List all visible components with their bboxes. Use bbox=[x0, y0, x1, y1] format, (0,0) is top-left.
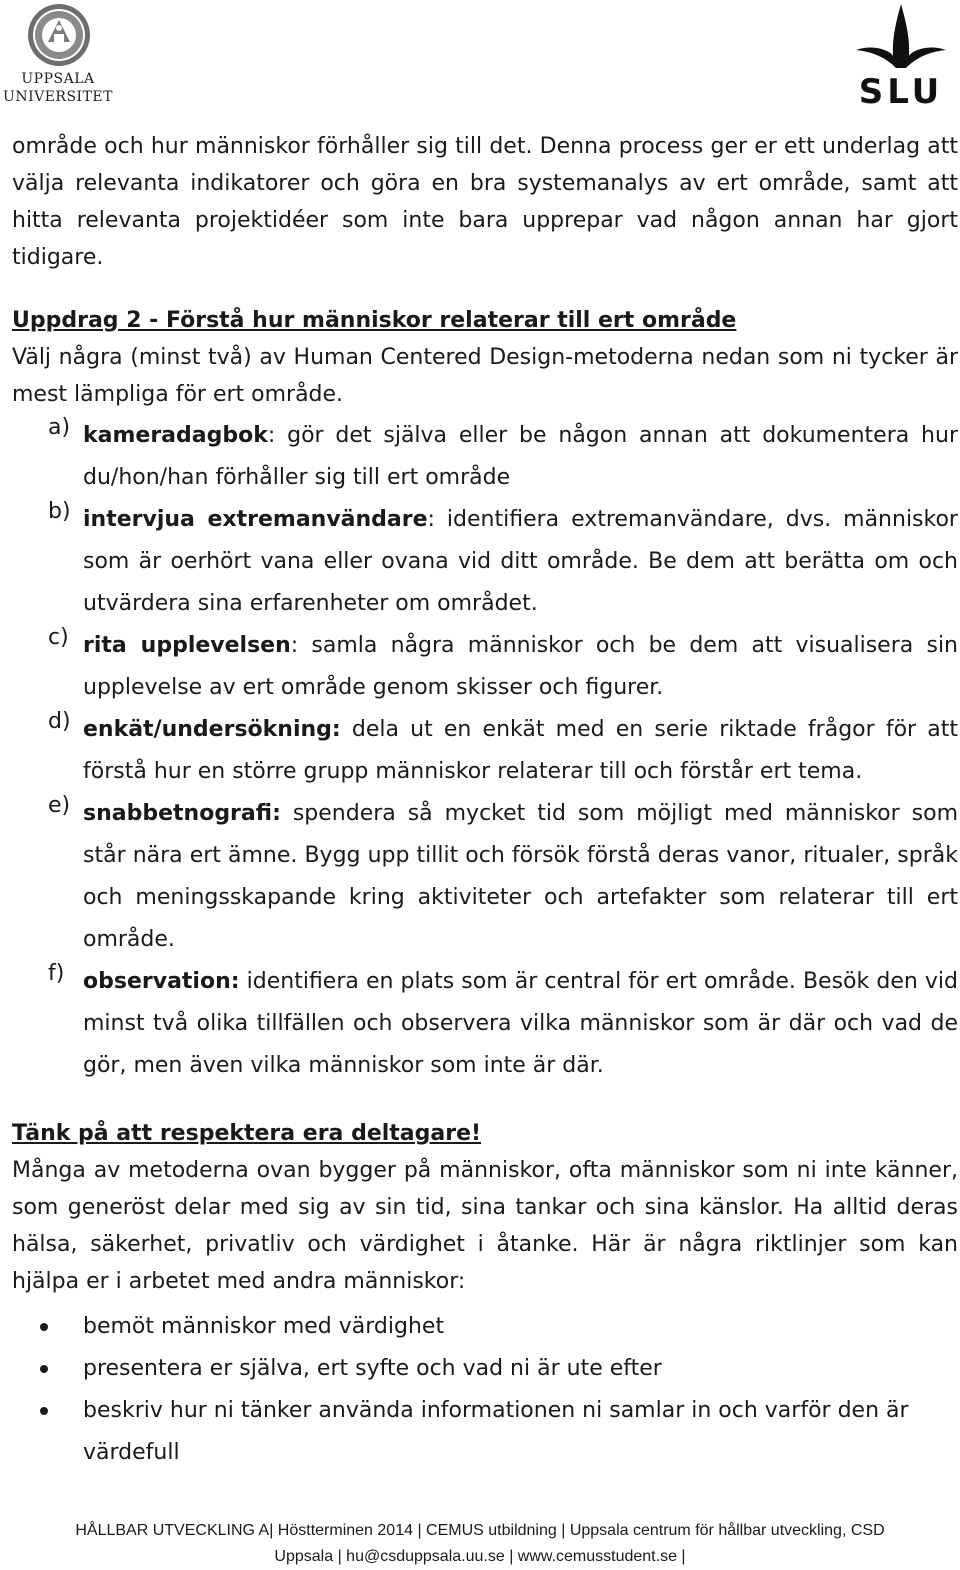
list-item bbox=[12, 709, 958, 793]
page-footer bbox=[0, 1518, 960, 1570]
intro-paragraph: område och hur människor förhåller sig till det. Denna process ger er ett underlag att välja relevanta indikatorer och göra en bra systemanalys av ert område, samt att hitta relevanta projektidéer som inte bara upprepar vad någon annan har gjort tidigare. bbox=[12, 134, 958, 270]
bullet-icon bbox=[40, 1365, 48, 1373]
method-description: : identifiera extremanvändare, dvs. människor som är oerhört vana eller ovana vid ditt område. Be dem att berätta om och utvärdera sina erfarenheter om området. bbox=[83, 507, 958, 616]
method-term: snabbetnografi: bbox=[83, 801, 281, 826]
item-letter: f) bbox=[48, 961, 65, 986]
slu-logo bbox=[852, 2, 950, 108]
item-letter: a) bbox=[48, 415, 71, 440]
method-term: enkät/undersökning: bbox=[83, 717, 341, 742]
university-seal-icon bbox=[26, 2, 92, 68]
page-header bbox=[0, 0, 960, 120]
item-letter: b) bbox=[48, 499, 71, 524]
method-description: spendera så mycket tid som möjligt med människor som står nära ert ämne. Bygg upp tillit och försök förstå deras vanor, ritualer, språk och meningsskapande kring aktiviteter och artefakter som relaterar till ert område. bbox=[83, 801, 958, 952]
respect-heading: Tänk på att respektera era deltagare! bbox=[12, 1121, 482, 1146]
respect-paragraph: Många av metoderna ovan bygger på människor, ofta människor som ni inte känner, som generöst delar med sig av sin tid, sina tankar och sina känslor. Ha alltid deras hälsa, säkerhet, privatliv och värdighet i åtanke. Här är några riktlinjer som kan hjälpa er i arbetet med andra människor: bbox=[12, 1158, 958, 1294]
guideline-list bbox=[12, 1306, 958, 1474]
list-item bbox=[12, 625, 958, 709]
method-term: observation: bbox=[83, 969, 240, 994]
method-description: dela ut en enkät med en serie riktade frågor för att förstå hur en större grupp människor relaterar till och förstår ert tema. bbox=[83, 717, 958, 784]
logo-text-line1: UPPSALA bbox=[21, 71, 95, 87]
method-term: intervjua extremanvändare bbox=[83, 507, 428, 532]
footer-line1: HÅLLBAR UTVECKLING A| Höstterminen 2014 | CEMUS utbildning | Uppsala centrum för hållbar utveckling, CSD bbox=[75, 1522, 885, 1539]
uppsala-universitet-logo bbox=[2, 2, 114, 108]
item-letter: d) bbox=[48, 709, 71, 734]
method-description: : samla några människor och be dem att visualisera sin upplevelse av ert område genom skisser och figurer. bbox=[83, 633, 959, 700]
list-item bbox=[12, 1390, 958, 1474]
method-description: identifiera en plats som är central för ert område. Besök den vid minst två olika tillfällen och observera vilka människor som är där och vad de gör, men även vilka människor som inte är där. bbox=[83, 969, 958, 1078]
document-body bbox=[12, 128, 958, 1474]
guideline-text: beskriv hur ni tänker använda informationen ni samlar in och varför den är värdefull bbox=[83, 1398, 909, 1465]
bullet-icon bbox=[40, 1323, 48, 1331]
assignment-heading: Uppdrag 2 - Förstå hur människor relaterar till ert område bbox=[12, 308, 737, 333]
bullet-icon bbox=[40, 1407, 48, 1415]
footer-line2: Uppsala | hu@csduppsala.uu.se | www.cemusstudent.se | bbox=[274, 1548, 686, 1565]
leaf-icon bbox=[856, 4, 946, 68]
list-item bbox=[12, 961, 958, 1087]
item-letter: c) bbox=[48, 625, 69, 650]
method-description: : gör det själva eller be någon annan att dokumentera hur du/hon/han förhåller sig till ert område bbox=[83, 423, 958, 490]
guideline-text: presentera er själva, ert syfte och vad ni är ute efter bbox=[83, 1356, 662, 1381]
list-item bbox=[12, 415, 958, 499]
list-item bbox=[12, 1306, 958, 1348]
method-term: kameradagbok bbox=[83, 423, 268, 448]
list-item bbox=[12, 499, 958, 625]
method-term: rita upplevelsen bbox=[83, 633, 291, 658]
guideline-text: bemöt människor med värdighet bbox=[83, 1314, 445, 1339]
assignment-intro: Välj några (minst två) av Human Centered Design-metoderna nedan som ni tycker är mest lämpliga för ert område. bbox=[12, 345, 958, 407]
logo-text-line2: UNIVERSITET bbox=[3, 89, 113, 105]
method-list bbox=[12, 415, 958, 1087]
list-item bbox=[12, 793, 958, 961]
slu-logo-text: SLU bbox=[858, 72, 944, 108]
item-letter: e) bbox=[48, 793, 71, 818]
list-item bbox=[12, 1348, 958, 1390]
